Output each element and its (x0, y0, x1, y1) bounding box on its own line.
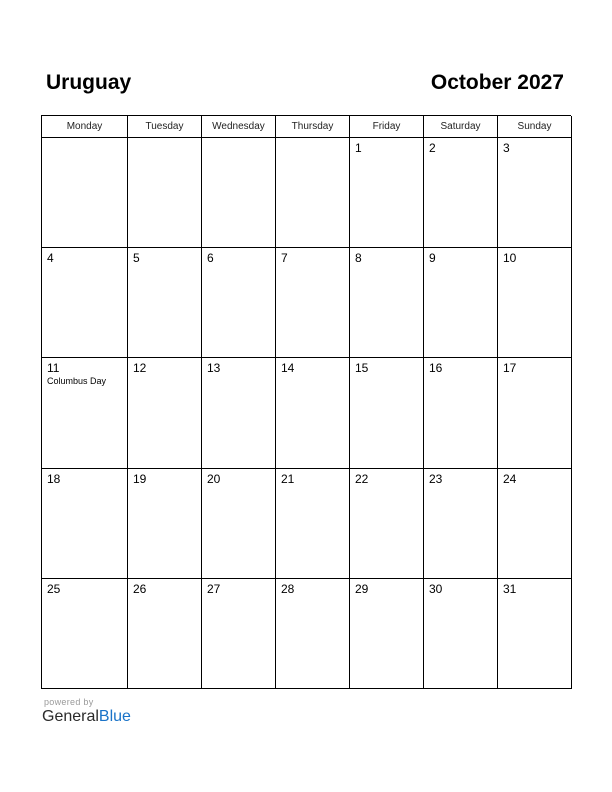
day-number: 9 (429, 251, 436, 266)
brand-blue: Blue (98, 708, 131, 725)
brand-logo[interactable] (42, 708, 131, 726)
day-number: 6 (207, 251, 214, 266)
day-cell (128, 138, 202, 248)
day-cell (128, 579, 202, 689)
day-cell (128, 358, 202, 468)
holiday-label: Columbus Day (47, 376, 107, 387)
day-number: 30 (429, 581, 443, 596)
day-cell (350, 469, 424, 579)
powered-by-label: powered by (44, 697, 94, 707)
day-cell (276, 138, 350, 248)
month-title: October 2027 (430, 71, 564, 94)
calendar-grid (41, 115, 571, 689)
brand-general: General (42, 708, 99, 725)
day-cell (276, 358, 350, 468)
day-number: 15 (355, 361, 369, 376)
day-cell (128, 248, 202, 358)
day-number: 31 (503, 581, 517, 596)
weekday-header: Tuesday (128, 116, 202, 138)
day-cell (276, 248, 350, 358)
day-cell (498, 469, 572, 579)
weekday-header: Wednesday (202, 116, 276, 138)
day-cell (202, 579, 276, 689)
day-cell (424, 358, 498, 468)
day-number: 23 (429, 471, 443, 486)
day-cell (276, 579, 350, 689)
day-number: 3 (503, 141, 510, 155)
day-cell (128, 469, 202, 579)
weekday-header: Monday (42, 116, 128, 138)
day-cell (498, 358, 572, 468)
day-number: 25 (47, 581, 61, 596)
day-cell (498, 138, 572, 248)
weekday-header: Sunday (498, 116, 572, 138)
day-cell (202, 248, 276, 358)
day-number: 26 (133, 581, 147, 596)
day-cell (350, 248, 424, 358)
weekday-header: Saturday (424, 116, 498, 138)
day-number: 10 (503, 251, 517, 266)
day-cell (498, 579, 572, 689)
day-cell (424, 469, 498, 579)
day-number: 29 (355, 581, 369, 596)
day-cell (42, 248, 128, 358)
day-number: 18 (47, 471, 61, 486)
day-cell (424, 248, 498, 358)
day-number: 27 (207, 581, 221, 596)
day-number: 1 (355, 141, 362, 155)
day-cell (202, 358, 276, 468)
weekday-header: Friday (350, 116, 424, 138)
day-number: 11 (47, 361, 60, 376)
day-cell (202, 469, 276, 579)
day-cell (202, 138, 276, 248)
day-number: 8 (355, 251, 362, 266)
day-cell (42, 358, 128, 468)
day-cell (42, 138, 128, 248)
weekday-header: Thursday (276, 116, 350, 138)
day-number: 19 (133, 471, 147, 486)
day-number: 7 (281, 251, 288, 266)
day-number: 28 (281, 581, 295, 596)
day-cell (276, 469, 350, 579)
day-number: 14 (281, 361, 295, 376)
day-number: 21 (281, 471, 295, 486)
day-number: 13 (207, 361, 221, 376)
day-number: 24 (503, 471, 517, 486)
day-cell (350, 138, 424, 248)
day-number: 12 (133, 361, 147, 376)
day-number: 16 (429, 361, 443, 376)
day-cell (42, 469, 128, 579)
day-number: 5 (133, 251, 140, 266)
day-number: 2 (429, 141, 436, 155)
day-number: 4 (47, 251, 54, 266)
day-number: 17 (503, 361, 517, 376)
day-number: 22 (355, 471, 369, 486)
day-number: 20 (207, 471, 221, 486)
day-cell (350, 579, 424, 689)
day-cell (498, 248, 572, 358)
day-cell (350, 358, 424, 468)
day-cell (42, 579, 128, 689)
day-cell (424, 579, 498, 689)
country-title: Uruguay (46, 71, 132, 94)
day-cell (424, 138, 498, 248)
